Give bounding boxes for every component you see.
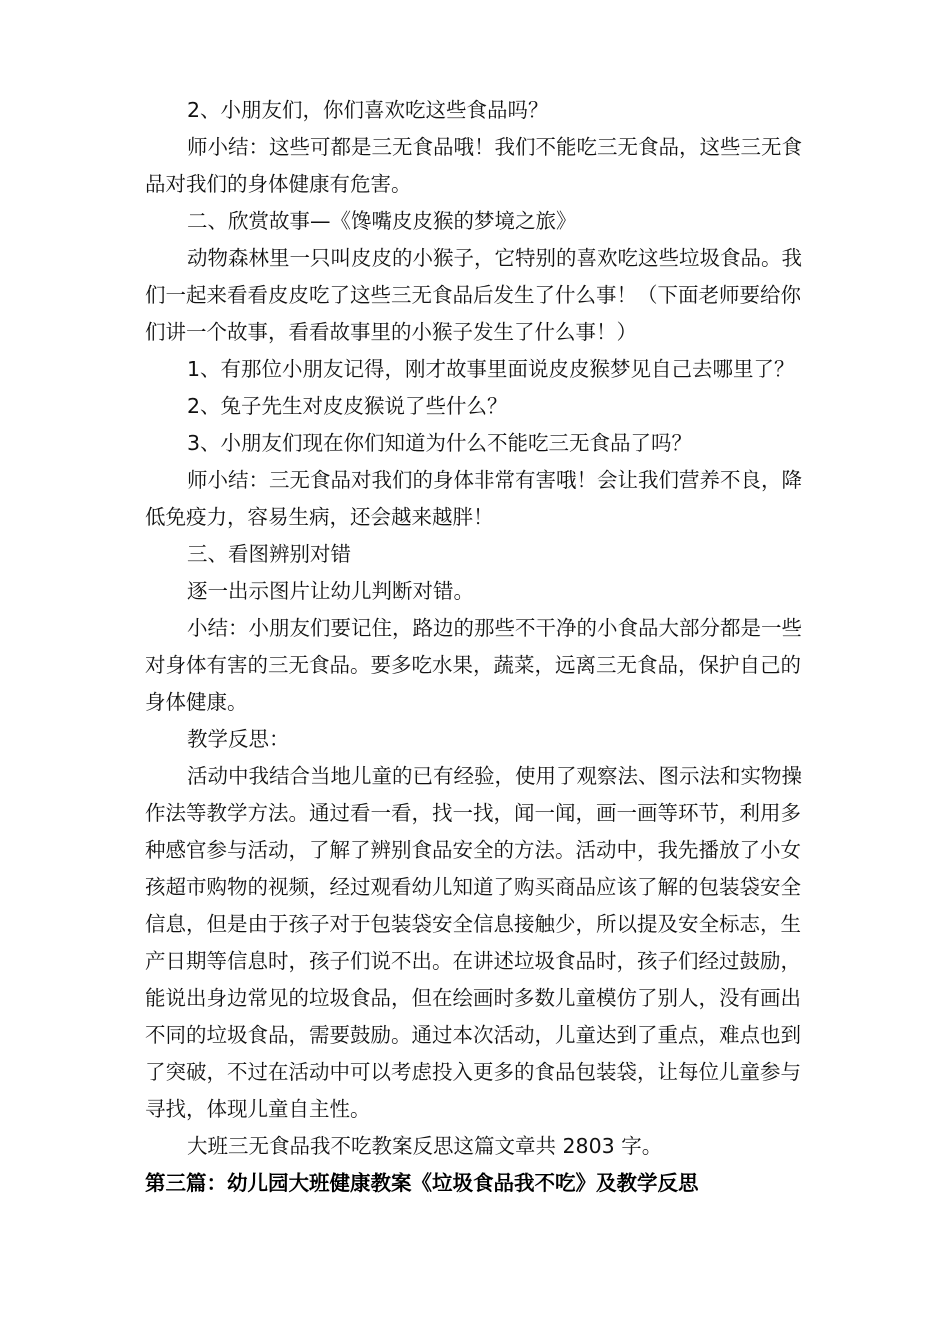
section-3-title: 三、看图辨别对错 xyxy=(187,542,351,566)
reflection-label: 教学反思： xyxy=(187,727,290,751)
section-heading: 第三篇：幼儿园大班健康教案《垃圾食品我不吃》及教学反思 xyxy=(145,1171,699,1195)
picture-judgement-paragraph: 逐一出示图片让幼儿判断对错。 xyxy=(187,579,474,603)
section-2-title: 二、欣赏故事—《馋嘴皮皮猴的梦境之旅》 xyxy=(187,209,577,233)
story-question-3: 3、小朋友们现在你们知道为什么不能吃三无食品了吗？ xyxy=(187,431,693,455)
summary-paragraph: 小结：小朋友们要记住，路边的那些不干净的小食品大部分都是一些对身体有害的三无食品。要多吃水果，蔬菜，远离三无食品，保护自己的身体健康。 xyxy=(145,616,802,714)
teacher-summary-2-paragraph: 师小结：三无食品对我们的身体非常有害哦！会让我们营养不良，降低免疫力，容易生病，还会越来越胖！ xyxy=(145,468,802,529)
word-count-paragraph: 大班三无食品我不吃教案反思这篇文章共 2803 字。 xyxy=(187,1134,663,1158)
story-intro-paragraph: 动物森林里一只叫皮皮的小猴子，它特别的喜欢吃这些垃圾食品。我们一起来看看皮皮吃了这些三无食品后发生了什么事！（下面老师要给你们讲一个故事，看看故事里的小猴子发生了什么事！） xyxy=(145,246,802,344)
question-2-paragraph: 2、小朋友们，你们喜欢吃这些食品吗？ xyxy=(187,98,549,122)
teacher-summary-1-paragraph: 师小结：这些可都是三无食品哦！我们不能吃三无食品，这些三无食品对我们的身体健康有危害。 xyxy=(145,135,802,196)
reflection-paragraph: 活动中我结合当地儿童的已有经验，使用了观察法、图示法和实物操作法等教学方法。通过看一看，找一找，闻一闻，画一画等环节，利用多种感官参与活动，了解了辨别食品安全的方法。活动中，我先播放了小女孩超市购物的视频，经过观看幼儿知道了购买商品应该了解的包装袋安全信息，但是由于孩子对于包装袋安全信息接触少，所以提及安全标志，生产日期等信息时，孩子们说不出。在讲述垃圾食品时，孩子们经过鼓励，能说出身边常见的垃圾食品，但在绘画时多数儿童模仿了别人，没有画出不同的垃圾食品，需要鼓励。通过本次活动，儿童达到了重点，难点也到了突破，不过在活动中可以考虑投入更多的食品包装袋，让每位儿童参与寻找，体现儿童自主性。 xyxy=(145,764,802,1121)
story-question-1: 1、有那位小朋友记得，刚才故事里面说皮皮猴梦见自己去哪里了？ xyxy=(187,357,795,381)
story-question-2: 2、兔子先生对皮皮猴说了些什么？ xyxy=(187,394,508,418)
document-body xyxy=(145,92,817,1202)
